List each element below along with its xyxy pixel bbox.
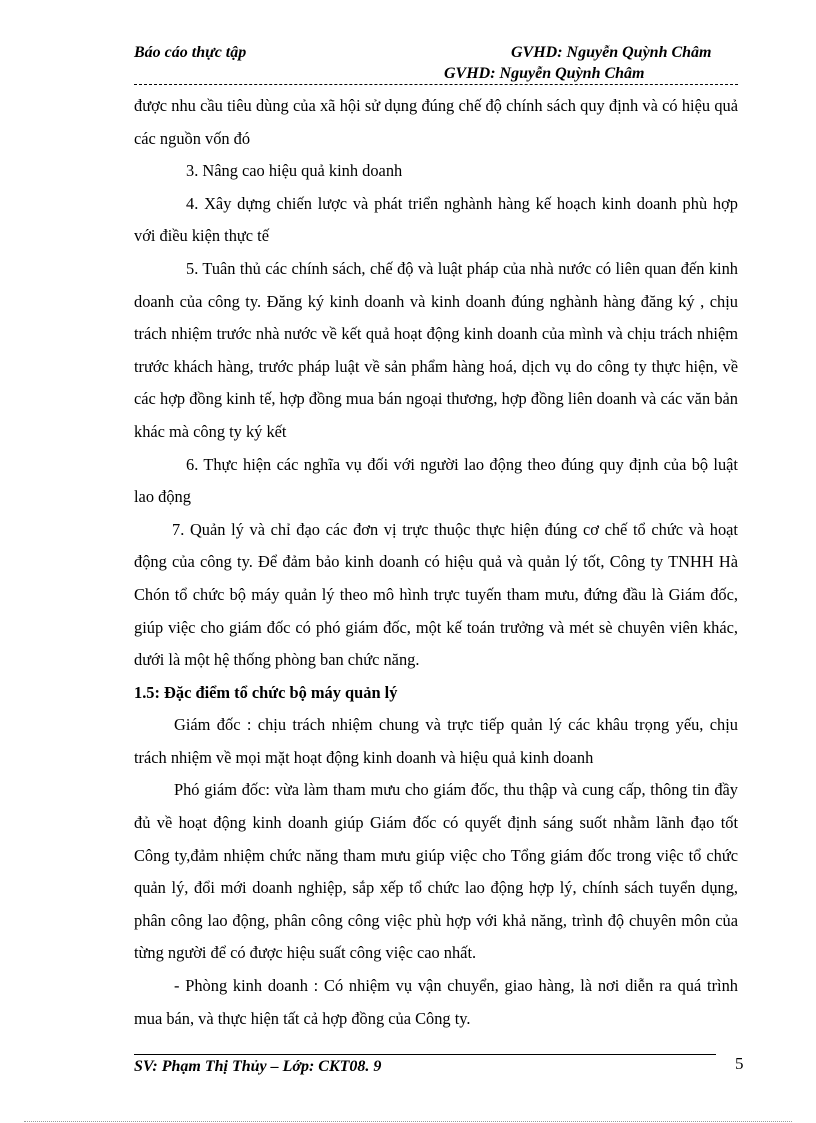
paragraph-director: Giám đốc : chịu trách nhiệm chung và trực tiếp quản lý các khâu trọng yếu, chịu trách nhiệm về mọi mặt hoạt động kinh doanh và hiệu quả kinh doanh: [134, 715, 738, 767]
document-body: [134, 90, 738, 1035]
footer-student: SV: Phạm Thị Thủy – Lớp: CKT08. 9: [134, 1058, 382, 1075]
header-supervisor-repeat: GVHD: Nguyễn Quỳnh Châm: [444, 65, 645, 82]
paragraph-item-4: 4. Xây dựng chiến lược và phát triển nghành hàng kế hoạch kinh doanh phù hợp với điều kiện thực tế: [134, 193, 738, 246]
page-bottom-edge: [24, 1121, 792, 1122]
header-supervisor: GVHD: Nguyễn Quỳnh Châm: [511, 44, 712, 61]
page-number: 5: [735, 1054, 744, 1073]
paragraph-item-3: 3. Nâng cao hiệu quả kinh doanh: [186, 161, 403, 181]
paragraph-item-5: 5. Tuân thủ các chính sách, chế độ và luật pháp của nhà nước có liên quan đến kinh doanh của công ty. Đăng ký kinh doanh và kinh doanh đúng nghành hàng đăng ký , chịu trách nhiệm trước nhà nước về kết quả hoạt động kinh doanh của mình và chịu trách nhiệm trước khách hàng, trước pháp luật về sản phẩm hàng hoá, dịch vụ do công ty thực hiện, về các hợp đồng kinh tế, hợp đồng mua bán ngoại thương, hợp đồng liên doanh và các văn bản khác mà công ty ký kết: [134, 258, 738, 441]
paragraph-continuation: được nhu cầu tiêu dùng của xã hội sử dụng đúng chế độ chính sách quy định và có hiệu quả các nguồn vốn đó: [134, 96, 738, 148]
paragraph-business-dept: - Phòng kinh doanh : Có nhiệm vụ vận chuyển, giao hàng, là nơi diễn ra quá trình mua bán, và thực hiện tất cả hợp đồng của Công ty.: [134, 976, 738, 1028]
paragraph-item-7: 7. Quản lý và chỉ đạo các đơn vị trực thuộc thực hiện đúng cơ chế tổ chức và hoạt động của công ty. Để đảm bảo kinh doanh có hiệu quả và quản lý tốt, Công ty TNHH Hà Chón tổ chức bộ máy quản lý theo mô hình trực tuyến tham mưu, đứng đầu là Giám đốc, giúp việc cho giám đốc có phó giám đốc, một kế toán trưởng và mét sè chuyên viên khác, dưới là một hệ thống phòng ban chức năng.: [134, 519, 738, 670]
paragraph-deputy-director: Phó giám đốc: vừa làm tham mưu cho giám đốc, thu thập và cung cấp, thông tin đầy đủ về hoạt động kinh doanh giúp Giám đốc có quyết định sáng suốt nhằm lãnh đạo tốt Công ty,đảm nhiệm chức năng tham mưu giúp việc cho Tổng giám đốc trong việc tổ chức quản lý, đổi mới doanh nghiệp, sắp xếp tổ chức lao động hợp lý, chính sách tuyển dụng, phân công lao động, phân công công việc phù hợp với khả năng, trình độ chuyên môn của từng người để có được hiệu suất công việc cao nhất.: [134, 780, 738, 963]
paragraph-item-6: 6. Thực hiện các nghĩa vụ đối với người lao động theo đúng quy định của bộ luật lao động: [134, 454, 738, 507]
header-divider: [134, 84, 738, 85]
section-heading: 1.5: Đặc điểm tổ chức bộ máy quản lý: [134, 682, 398, 702]
footer-divider: [134, 1054, 716, 1055]
header-report-title: Báo cáo thực tập: [134, 44, 247, 61]
